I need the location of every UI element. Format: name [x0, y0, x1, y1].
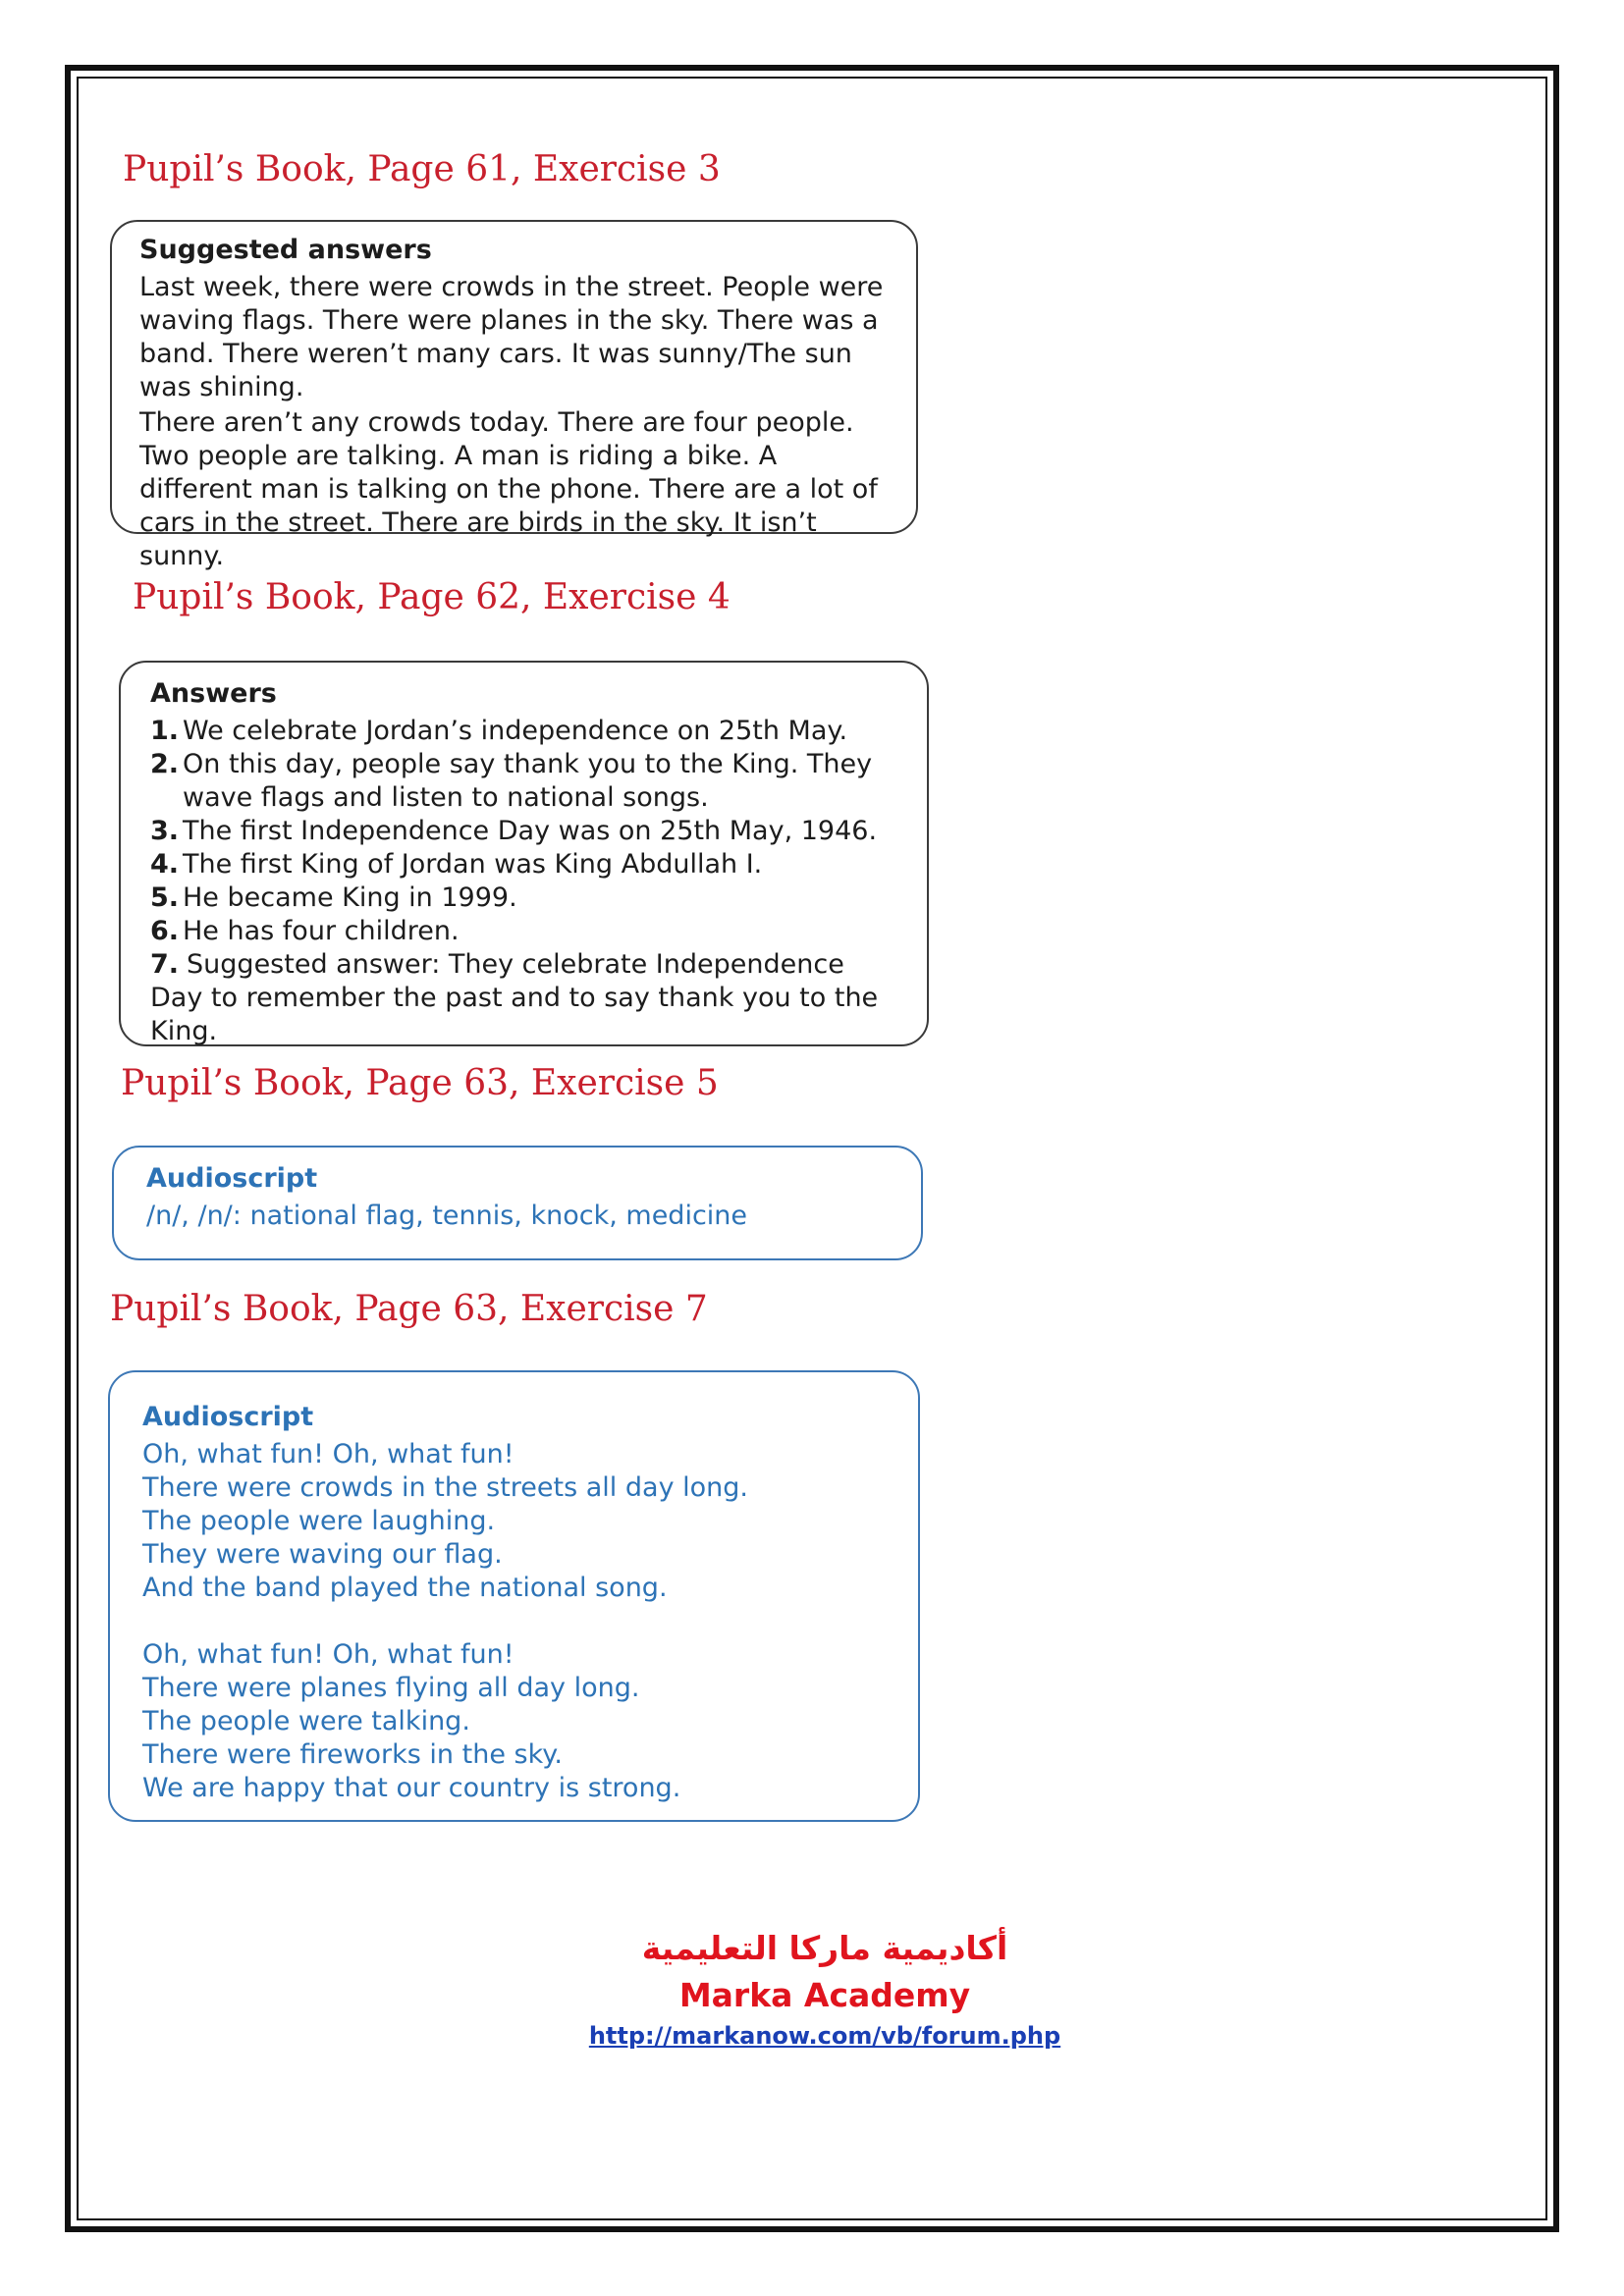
answers-list: [150, 715, 901, 1048]
section-heading-exercise-4: Pupil’s Book, Page 62, Exercise 4: [133, 577, 731, 617]
list-item: 5. He became King in 1999.: [150, 882, 517, 913]
list-item: 4. The first King of Jordan was King Abdullah I.: [150, 849, 763, 880]
list-item: 6. He has four children.: [150, 916, 460, 946]
answer-paragraph: Last week, there were crowds in the street. People were waving flags. There were planes in the sky. There was a band. There weren’t many cars. It was sunny/The sun was shining.: [139, 272, 884, 402]
suggested-answers-box: [110, 220, 918, 571]
section-heading-exercise-3: Pupil’s Book, Page 61, Exercise 3: [123, 149, 721, 189]
box-title: Answers: [150, 678, 277, 709]
audioscript-box-exercise-5: [112, 1146, 923, 1260]
footer-arabic-name: أكاديمية ماركا التعليمية: [641, 1929, 1008, 1967]
section-heading-exercise-7: Pupil’s Book, Page 63, Exercise 7: [110, 1289, 708, 1329]
list-item: 2. On this day, people say thank you to the King. They wave flags and listen to national songs.: [150, 749, 873, 813]
footer-forum-link[interactable]: http://markanow.com/vb/forum.php: [588, 2022, 1061, 2050]
list-item: 1. We celebrate Jordan’s independence on 25th May.: [150, 716, 848, 746]
section-heading-exercise-5: Pupil’s Book, Page 63, Exercise 5: [121, 1063, 719, 1103]
song-line: There were fireworks in the sky.: [142, 1739, 563, 1770]
audioscript-box-exercise-7: [108, 1370, 920, 1822]
box-title: Suggested answers: [139, 235, 432, 265]
song-line: They were waving our flag.: [142, 1539, 503, 1570]
answer-paragraph: There aren’t any crowds today. There are four people. Two people are talking. A man is riding a bike. A different man is talking on the phone. There are a lot of cars in the street. There are birds in the sky. It isn’t sunny.: [139, 407, 878, 571]
song-line: The people were laughing.: [142, 1506, 496, 1536]
song-line: Oh, what fun! Oh, what fun!: [142, 1439, 514, 1469]
footer-english-name: Marka Academy: [678, 1976, 971, 2014]
song-stanza: [142, 1638, 893, 1805]
list-item: 3. The first Independence Day was on 25th May, 1946.: [150, 816, 878, 846]
answers-box: [119, 661, 929, 1046]
song-line: We are happy that our country is strong.: [142, 1773, 681, 1803]
list-item: 7. Suggested answer: They celebrate Independence Day to remember the past and to say thank you to the King.: [150, 949, 879, 1046]
song-line: Oh, what fun! Oh, what fun!: [142, 1639, 514, 1670]
box-title: Audioscript: [142, 1402, 314, 1432]
song-line: The people were talking.: [142, 1706, 470, 1736]
audioscript-line: /n/, /n/: national flag, tennis, knock, medicine: [146, 1201, 748, 1231]
song-line: And the band played the national song.: [142, 1573, 668, 1603]
song-line: There were crowds in the streets all day long.: [142, 1472, 748, 1503]
song-stanza: [142, 1438, 893, 1605]
box-title: Audioscript: [146, 1163, 318, 1194]
song-line: There were planes flying all day long.: [142, 1673, 640, 1703]
